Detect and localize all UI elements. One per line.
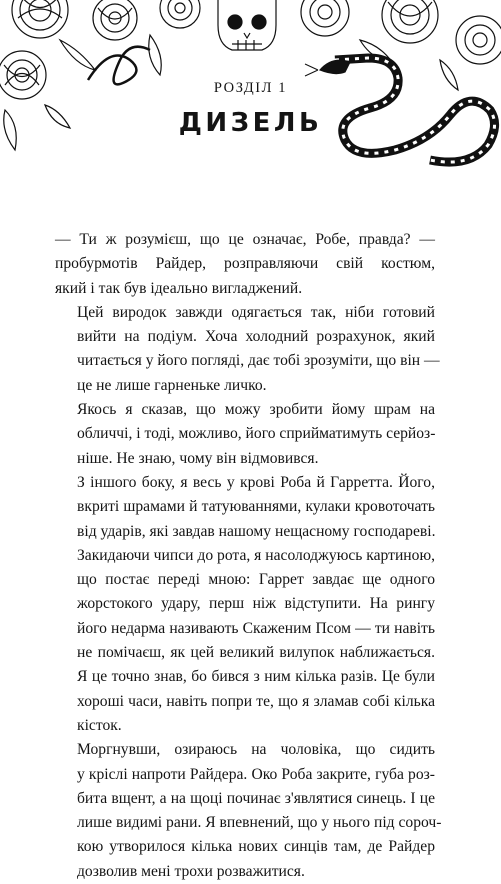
text-line: його недарма називають Скаженим Псом — ти навіть — [77, 619, 435, 637]
text-line: від ударів, які завдав нашому нещасному господареві. — [77, 522, 436, 540]
skull-icon — [218, 0, 276, 50]
decorative-header-illustration — [0, 0, 501, 200]
paragraph — [55, 471, 435, 738]
text-line: хороші часи, навіть попри те, що я зламав собі кілька — [77, 692, 435, 710]
text-line: у кріслі напроти Райдера. Око Роба закрите, губа роз- — [77, 765, 435, 783]
text-line: кою утворилося кілька нових синців там, де Райдер — [77, 838, 435, 856]
text-line: жорстокого удару, перш ніж відступити. На рингу — [77, 595, 435, 613]
rose-flower-icon — [160, 0, 200, 28]
chapter-title: ДИЗЕЛЬ — [178, 108, 323, 138]
text-line: лише видимі рани. Я впевнений, що у нього під сороч- — [77, 814, 442, 832]
text-line: бита вщент, а на щоці починає з'являтися синець. І це — [77, 789, 435, 807]
text-line: що постає переді мною: Гаррет завдає ще одного — [77, 571, 435, 589]
text-line: вийти на подіум. Хоча холодний розрахунок, який — [77, 328, 435, 346]
rose-flower-icon — [93, 0, 137, 40]
text-line: Я це точно знав, бо бився з ним кілька разів. Це були — [77, 668, 435, 686]
text-line: вкриті шрамами й татуюваннями, кулаки кровоточать — [77, 498, 435, 516]
text-line: Закидаючи чипси до рота, я насолоджуюсь картиною, — [77, 546, 435, 564]
paragraph — [55, 738, 442, 884]
rose-flower-icon — [301, 0, 349, 36]
text-line: не помічаєш, як цей великий вилупок наближається. — [77, 644, 435, 662]
text-line: обличчі, і тоді, можливо, його сприйматимуть серйоз- — [77, 425, 436, 443]
text-line: ніше. Не знаю, чому він відмовився. — [77, 449, 319, 467]
body-text — [55, 228, 442, 884]
text-line: читається у його погляді, дає тобі зрозуміти, що він — — [77, 352, 440, 370]
chapter-label: РОЗДІЛ 1 — [213, 80, 288, 96]
text-line: це не лише гарненьке личко. — [77, 376, 267, 394]
text-line: З іншого боку, я весь у крові Роба й Гарретта. Його, — [77, 473, 435, 491]
rose-flower-icon — [456, 16, 501, 64]
text-line: дозволив мені трохи розважитися. — [77, 862, 305, 880]
text-line: Якось я сказав, що можу зробити йому шрам на — [77, 401, 435, 419]
snake-icon — [88, 47, 150, 85]
paragraph — [55, 228, 435, 301]
text-line: Моргнувши, озираюсь на чоловіка, що сидить — [77, 741, 435, 759]
rose-flower-icon — [12, 0, 68, 38]
rose-flower-icon — [382, 0, 438, 43]
text-line: який і так був ідеально вигладжений. — [55, 279, 303, 297]
text-line: Цей виродок завжди одягається так, ніби готовий — [77, 303, 435, 321]
paragraph — [55, 301, 440, 398]
text-line: пробурмотів Райдер, розправляючи свій костюм, — [55, 255, 435, 273]
text-line: кісток. — [77, 716, 122, 734]
text-line: — Ти ж розумієш, що це означає, Робе, правда? — — [55, 231, 435, 248]
paragraph — [55, 398, 435, 471]
